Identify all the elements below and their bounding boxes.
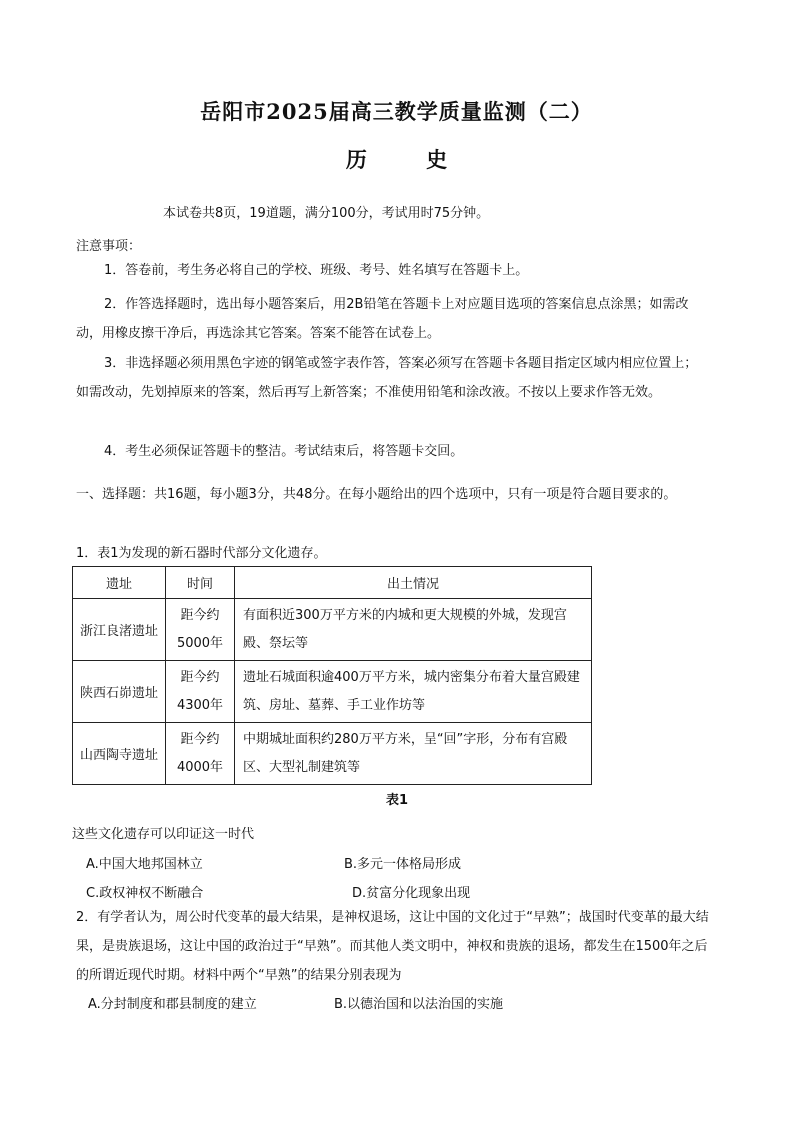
section-heading: 一、选择题：共16题，每小题3分，共48分。在每小题给出的四个选项中，只有一项是符合题目要求的。 bbox=[76, 487, 677, 502]
time-line-1: 距今约 bbox=[180, 607, 220, 623]
cell-time bbox=[166, 599, 235, 661]
exam-intro: 本试卷共8页，19道题，满分100分，考试用时75分钟。 bbox=[163, 206, 490, 221]
header-finds: 出土情况 bbox=[235, 567, 592, 599]
time-line-1: 距今约 bbox=[180, 731, 220, 747]
cell-finds: 有面积近300万平方米的内城和更大规模的外城，发现宫殿、祭坛等 bbox=[235, 599, 592, 661]
cell-finds: 遗址石城面积逾400万平方米，城内密集分布着大量宫殿建筑、房址、墓葬、手工业作坊等 bbox=[235, 661, 592, 723]
question-1-stem: 1．表1为发现的新石器时代部分文化遗存。 bbox=[76, 546, 327, 561]
time-line-1: 距今约 bbox=[180, 669, 220, 685]
notes-heading: 注意事项： bbox=[76, 239, 142, 254]
note-item-4: 4．考生必须保证答题卡的整洁。考试结束后，将答题卡交回。 bbox=[104, 444, 464, 459]
q1-option-b[interactable]: B.多元一体格局形成 bbox=[344, 857, 462, 872]
q1-option-d[interactable]: D.贫富分化现象出现 bbox=[352, 886, 471, 901]
note-item-1: 1．答卷前，考生务必将自己的学校、班级、考号、姓名填写在答题卡上。 bbox=[104, 263, 529, 278]
table-caption: 表1 bbox=[385, 793, 409, 808]
q2-option-a[interactable]: A.分封制度和郡县制度的建立 bbox=[88, 997, 257, 1012]
relics-table bbox=[72, 566, 592, 785]
table-row bbox=[73, 723, 592, 785]
table-header-row bbox=[73, 567, 592, 599]
time-line-2: 4000年 bbox=[176, 759, 224, 775]
q1-option-c[interactable]: C.政权神权不断融合 bbox=[86, 886, 204, 901]
header-site: 遗址 bbox=[73, 567, 166, 599]
subject-title: 历 史 bbox=[345, 147, 474, 172]
question-2-stem: 2．有学者认为，周公时代变革的最大结果，是神权退场，这让中国的文化过于“早熟”；战国时代变革的最大结果，是贵族退场，这让中国的政治过于“早熟”。而其他人类文明中，神权和贵族的退场，都发生在1500年之后的所谓近现代时期。材料中两个“早熟”的结果分别表现为 bbox=[76, 910, 709, 983]
cell-time bbox=[166, 661, 235, 723]
time-line-2: 4300年 bbox=[176, 697, 224, 713]
exam-title: 岳阳市2025届高三教学质量监测（二） bbox=[200, 99, 593, 124]
cell-finds: 中期城址面积约280万平方米，呈“回”字形，分布有宫殿区、大型礼制建筑等 bbox=[235, 723, 592, 785]
question-1-prompt: 这些文化遗存可以印证这一时代 bbox=[72, 827, 255, 842]
q1-option-a[interactable]: A.中国大地邦国林立 bbox=[86, 857, 203, 872]
cell-site: 浙江良渚遗址 bbox=[73, 599, 166, 661]
header-time: 时间 bbox=[166, 567, 235, 599]
note-item-3: 3．非选择题必须用黑色字迹的钢笔或签字表作答，答案必须写在答题卡各题目指定区域内相应位置上；如需改动，先划掉原来的答案，然后再写上新答案；不准使用铅笔和涂改液。不按以上要求作答无效。 bbox=[76, 356, 698, 400]
cell-site: 陕西石峁遗址 bbox=[73, 661, 166, 723]
note-item-2: 2．作答选择题时，选出每小题答案后，用2B铅笔在答题卡上对应题目选项的答案信息点涂黑；如需改动，用橡皮擦干净后，再选涂其它答案。答案不能答在试卷上。 bbox=[76, 297, 689, 341]
time-line-2: 5000年 bbox=[176, 635, 224, 651]
q2-option-b[interactable]: B.以德治国和以法治国的实施 bbox=[334, 997, 504, 1012]
cell-time bbox=[166, 723, 235, 785]
table-row bbox=[73, 599, 592, 661]
table-row bbox=[73, 661, 592, 723]
cell-site: 山西陶寺遗址 bbox=[73, 723, 166, 785]
